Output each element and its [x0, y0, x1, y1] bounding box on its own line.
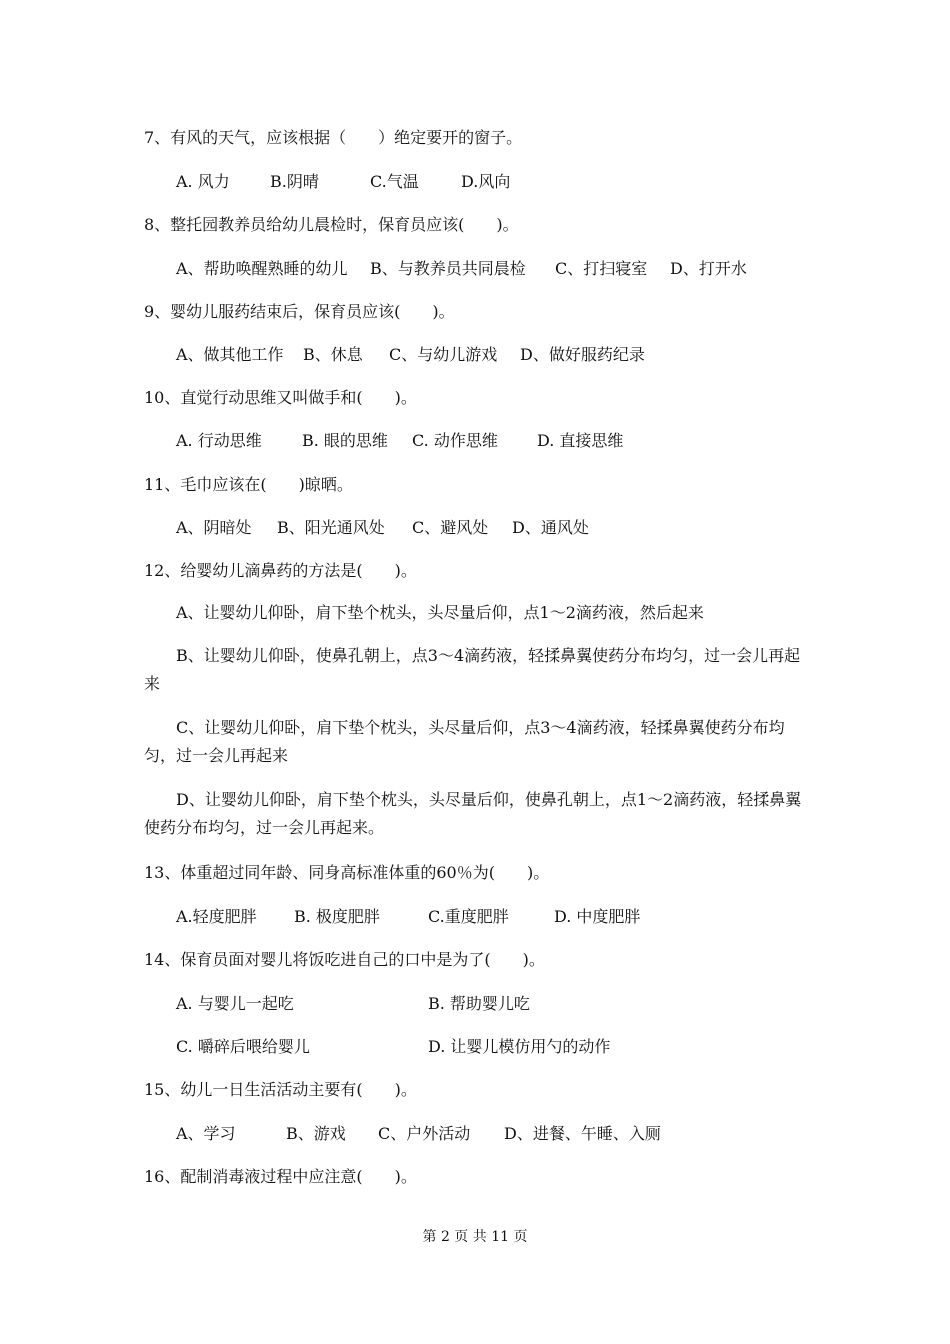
option-12-a: A、让婴幼儿仰卧，肩下垫个枕头，头尽量后仰，点1～2滴药液，然后起来: [176, 603, 704, 622]
option-a: A、帮助唤醒熟睡的幼儿: [176, 259, 348, 278]
question-12: 12、给婴幼儿滴鼻药的方法是( )。: [144, 561, 417, 580]
page-footer: 第 2 页 共 11 页: [422, 1229, 528, 1245]
option-d: D. 直接思维: [537, 431, 624, 450]
option-c: C. 动作思维: [412, 431, 498, 450]
option-b: B.阴晴: [270, 172, 319, 191]
option-a: A. 行动思维: [176, 431, 262, 450]
option-12-c: C、让婴幼儿仰卧，肩下垫个枕头，头尽量后仰，点3～4滴药液，轻揉鼻翼使药分布均匀，过一会儿再起来: [144, 718, 785, 765]
option-b: B、休息: [303, 345, 363, 364]
option-b: B. 帮助婴儿吃: [428, 994, 530, 1013]
option-b: B、阳光通风处: [277, 518, 385, 537]
option-d: D.风向: [461, 172, 511, 191]
option-c: C、避风处: [412, 518, 489, 537]
question-13: 13、体重超过同年龄、同身高标准体重的60％为( )。: [144, 863, 550, 882]
option-a: A、阴暗处: [176, 518, 252, 537]
option-c: C、与幼儿游戏: [389, 345, 498, 364]
option-a: A、学习: [176, 1124, 236, 1143]
option-b: B. 极度肥胖: [294, 907, 380, 926]
question-11: 11、毛巾应该在( )晾晒。: [144, 475, 353, 494]
option-d: D、通风处: [512, 518, 589, 537]
option-c: C.重度肥胖: [428, 907, 509, 926]
question-8: 8、整托园教养员给幼儿晨检时，保育员应该( )。: [144, 215, 519, 234]
option-d: D、打开水: [670, 259, 747, 278]
option-b: B、游戏: [286, 1124, 346, 1143]
option-d: D、做好服药纪录: [520, 345, 645, 364]
option-c: C.气温: [370, 172, 419, 191]
option-b: B. 眼的思维: [302, 431, 388, 450]
option-c: C、打扫寝室: [555, 259, 648, 278]
option-a: A、做其他工作: [176, 345, 284, 364]
option-c: C. 嚼碎后喂给婴儿: [176, 1037, 310, 1056]
option-d: D. 中度肥胖: [554, 907, 641, 926]
option-a: A. 风力: [176, 172, 230, 191]
option-d: D. 让婴儿模仿用勺的动作: [428, 1037, 611, 1056]
question-9: 9、婴幼儿服药结束后，保育员应该( )。: [144, 302, 455, 321]
question-10: 10、直觉行动思维又叫做手和( )。: [144, 388, 417, 407]
question-14: 14、保育员面对婴儿将饭吃进自己的口中是为了( )。: [144, 950, 545, 969]
question-7: 7、有风的天气，应该根据（ ）绝定要开的窗子。: [144, 128, 523, 147]
question-16: 16、配制消毒液过程中应注意( )。: [144, 1167, 417, 1186]
option-12-b: B、让婴幼儿仰卧，使鼻孔朝上，点3～4滴药液，轻揉鼻翼使药分布均匀，过一会儿再起来: [144, 646, 801, 693]
option-a: A. 与婴儿一起吃: [176, 994, 294, 1013]
option-a: A.轻度肥胖: [176, 907, 257, 926]
option-d: D、进餐、午睡、入厕: [504, 1124, 661, 1143]
question-15: 15、幼儿一日生活活动主要有( )。: [144, 1080, 417, 1099]
option-12-d: D、让婴幼儿仰卧，肩下垫个枕头，头尽量后仰，使鼻孔朝上，点1～2滴药液，轻揉鼻翼使药分布均匀，过一会儿再起来。: [144, 790, 802, 837]
option-b: B、与教养员共同晨检: [370, 259, 526, 278]
option-c: C、户外活动: [378, 1124, 471, 1143]
